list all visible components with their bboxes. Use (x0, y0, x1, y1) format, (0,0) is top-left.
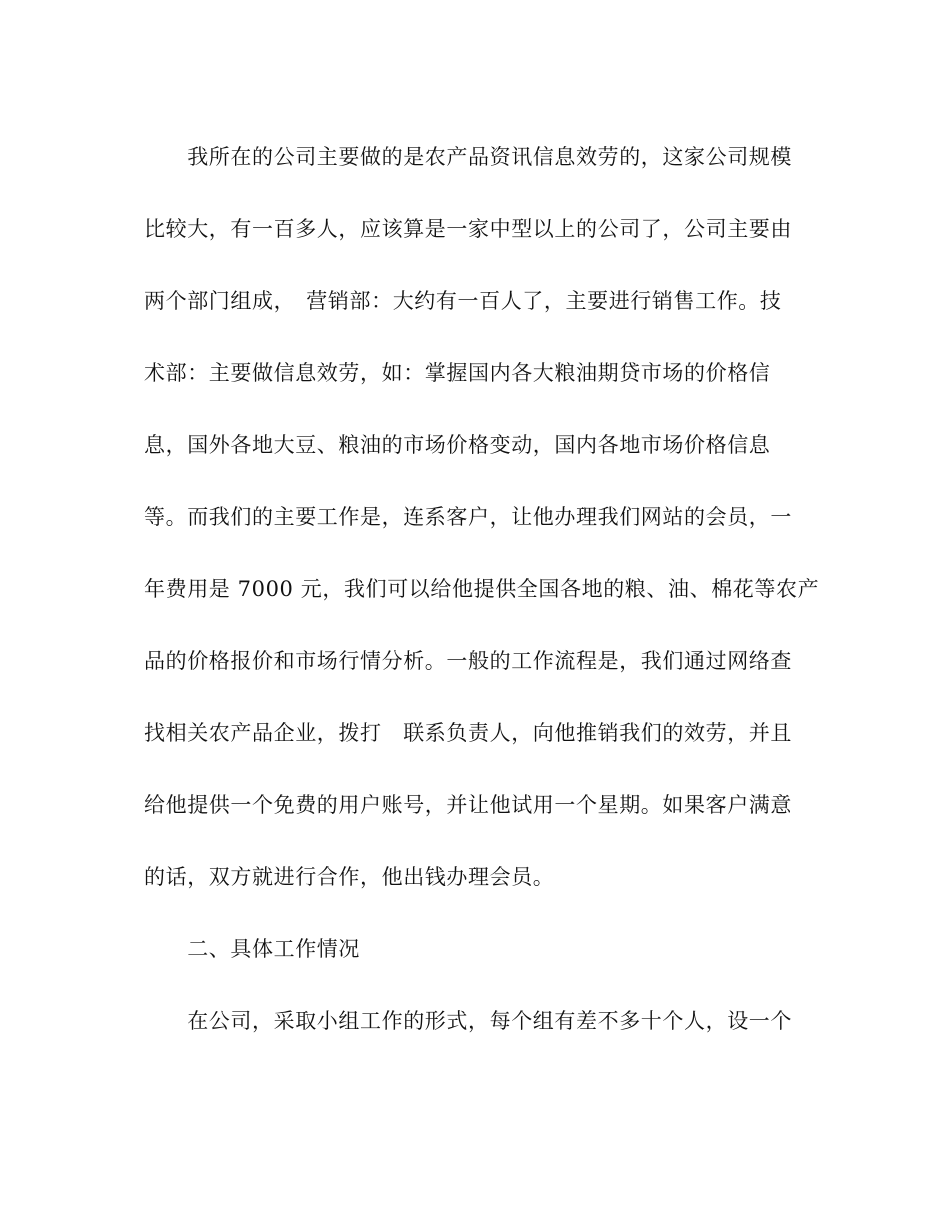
paragraph-line-4: 术部：主要做信息效劳，如：掌握国内各大粮油期贷市场的价格信 (144, 361, 771, 385)
paragraph-line-5: 息，国外各地大豆、粮油的市场价格变动，国内各地市场价格信息 (144, 433, 771, 457)
paragraph-line-13: 在公司，采取小组工作的形式，每个组有差不多十个人，设一个 (144, 1009, 792, 1033)
paragraph-line-10: 给他提供一个免费的用户账号，并让他试用一个星期。如果客户满意 (144, 793, 792, 817)
paragraph-line-6: 等。而我们的主要工作是，连系客户，让他办理我们网站的会员，一 (144, 505, 792, 529)
section-heading: 二、具体工作情况 (144, 937, 360, 961)
paragraph-line-11: 的话，双方就进行合作，他出钱办理会员。 (144, 865, 555, 889)
paragraph-line-7: 年费用是 7000 元，我们可以给他提供全国各地的粮、油、棉花等农产 (144, 577, 820, 601)
paragraph-line-3: 两个部门组成， 营销部：大约有一百人了，主要进行销售工作。技 (144, 289, 782, 313)
paragraph-line-2: 比较大，有一百多人，应该算是一家中型以上的公司了，公司主要由 (144, 217, 792, 241)
paragraph-line-1: 我所在的公司主要做的是农产品资讯信息效劳的，这家公司规模 (144, 145, 792, 169)
paragraph-line-8: 品的价格报价和市场行情分析。一般的工作流程是，我们通过网络查 (144, 649, 792, 673)
paragraph-line-9: 找相关农产品企业，拨打 联系负责人，向他推销我们的效劳，并且 (144, 721, 792, 745)
